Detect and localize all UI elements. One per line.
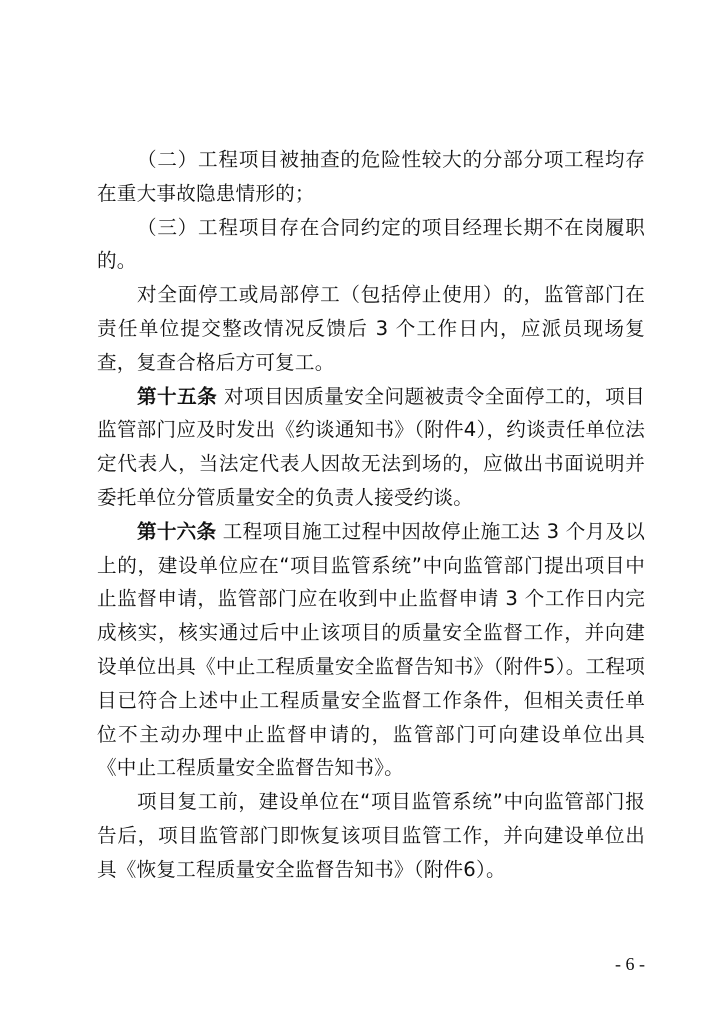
document-body [97, 143, 645, 887]
article-15 [97, 380, 645, 515]
paragraph-recheck [97, 278, 645, 379]
article-heading: 第十五条 [137, 384, 218, 408]
article-text: 对项目因质量安全问题被责令全面停工的，项目监管部门应及时发出《约谈通知书》（附件4），约谈责任单位法定代表人，当法定代表人因故无法到场的，应做出书面说明并委托单位分管质量安全的负责人接受约谈。 [97, 384, 645, 509]
paragraph-text: （二）工程项目被抽查的危险性较大的分部分项工程均存在重大事故隐患情形的； [97, 148, 645, 205]
paragraph-item-3 [97, 211, 645, 279]
page-number: - 6 - [615, 954, 645, 974]
paragraph-text: 对全面停工或局部停工（包括停止使用）的，监管部门在责任单位提交整改情况反馈后 3 个工作日内，应派员现场复查，复查合格后方可复工。 [97, 283, 645, 374]
paragraph-item-2 [97, 143, 645, 211]
article-16 [97, 515, 645, 785]
paragraph-text: 项目复工前，建设单位在“项目监管系统”中向监管部门报告后，项目监管部门即恢复该项目监管工作，并向建设单位出具《恢复工程质量安全监督告知书》（附件6）。 [97, 790, 645, 881]
paragraph-resume [97, 785, 645, 886]
article-text: 工程项目施工过程中因故停止施工达 3 个月及以上的，建设单位应在“项目监管系统”中向监管部门提出项目中止监督申请，监管部门应在收到中止监督申请 3 个工作日内完成核实，核实通过后中止该项目的质量安全监督工作，并向建设单位出具《中止工程质量安全监督告知书》（附件5）。工程项目已符合上述中止工程质量安全监督工作条件，但相关责任单位不主动办理中止监督申请的，监管部门可向建设单位出具《中止工程质量安全监督告知书》。 [97, 519, 645, 780]
article-heading: 第十六条 [137, 519, 217, 543]
paragraph-text: （三）工程项目存在合同约定的项目经理长期不在岗履职的。 [97, 215, 645, 273]
